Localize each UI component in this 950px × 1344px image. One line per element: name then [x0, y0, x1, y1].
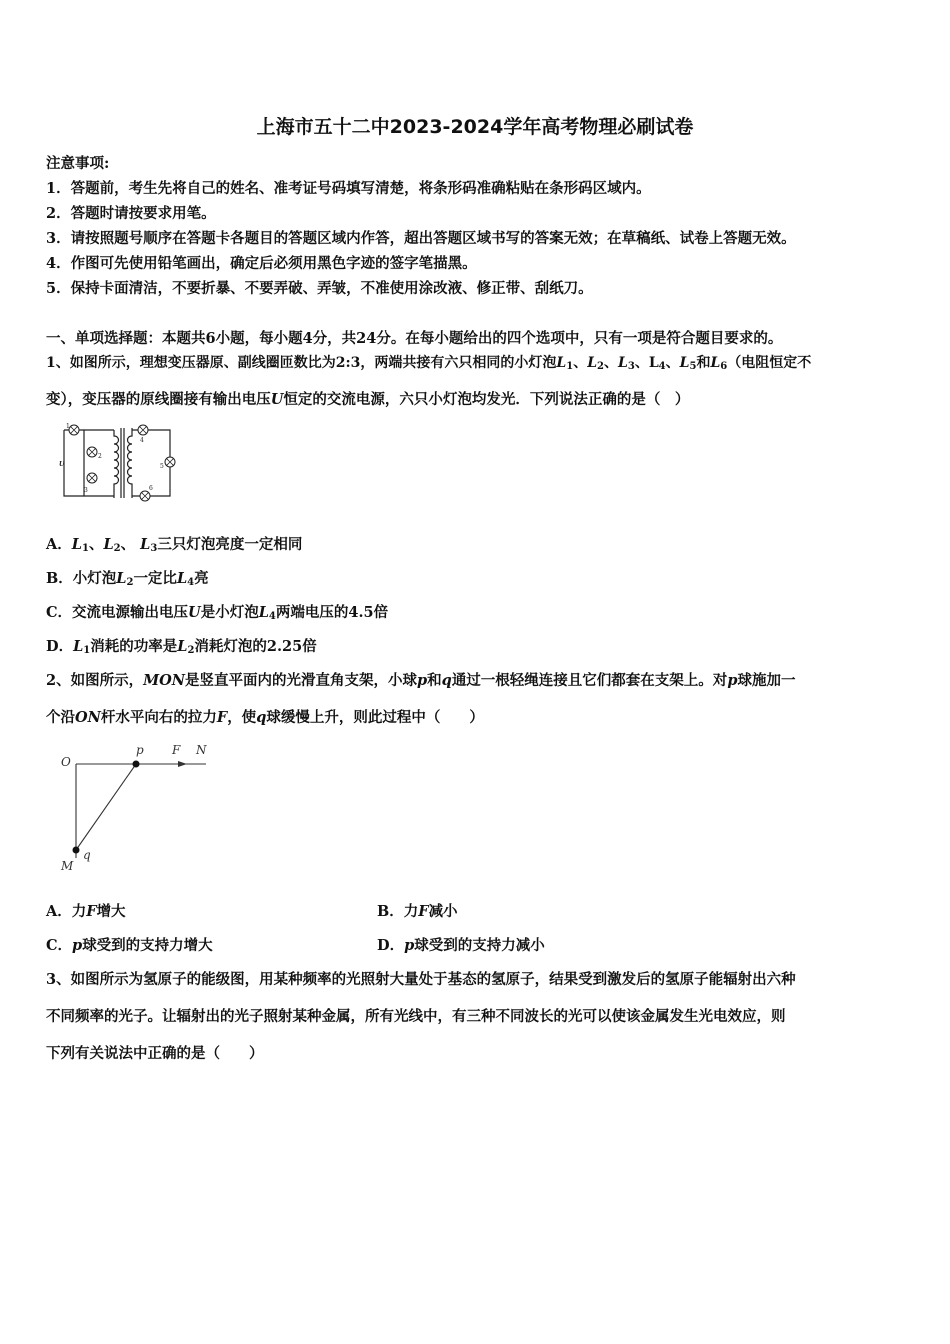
label-M: M — [61, 859, 74, 873]
q1-stem-line1: 1、如图所示，理想变压器原、副线圈匝数比为2:3，两端共接有六只相同的小灯泡$L_1$、$L_2$、$L_3$、$L_4$、$L_5$和$L_6$（电阻恒定不 — [46, 355, 812, 372]
ball-p — [133, 761, 140, 768]
label-O: O — [61, 755, 71, 769]
section-heading: 一、单项选择题：本题共6小题，每小题4分，共24分。在每小题给出的四个选项中，只有一项是符合题目要求的。 — [46, 330, 783, 347]
q1-option-d: D．$L_1$消耗的功率是$L_2$消耗灯泡的2.25倍 — [46, 638, 317, 656]
label-5: 5 — [160, 463, 164, 470]
label-p: p — [136, 743, 144, 757]
q1-option-a: A．$L_1$、$L_2$、 $L_3$三只灯泡亮度一定相同 — [46, 536, 303, 554]
q3-stem-line1: 3、如图所示为氢原子的能级图，用某种频率的光照射大量处于基态的氢原子，结果受到激发后的氢原子能辐射出六种 — [46, 971, 796, 988]
notice-item: 2．答题时请按要求用笔。 — [46, 205, 216, 222]
page-title: 上海市五十二中2023-2024学年高考物理必刷试卷 — [256, 116, 694, 138]
label-1: 1 — [66, 423, 70, 430]
q1-option-c: C．交流电源输出电压U是小灯泡$L_4$两端电压的4.5倍 — [46, 604, 389, 622]
label-3: 3 — [84, 487, 88, 494]
label-2: 2 — [98, 453, 102, 460]
transformer-circuit-figure — [54, 422, 180, 504]
q3-stem-line3: 下列有关说法中正确的是（ ） — [46, 1045, 264, 1062]
ball-q — [73, 847, 80, 854]
q2-stem-line2: 个沿ON杆水平向右的拉力F，使q球缓慢上升，则此过程中（ ） — [46, 709, 484, 726]
q2-option-b: B．力F减小 — [377, 903, 458, 920]
q2-option-a: A．力F增大 — [46, 903, 126, 920]
label-4: 4 — [140, 437, 144, 444]
notice-heading: 注意事项: — [46, 155, 110, 172]
q1-option-b: B．小灯泡$L_2$一定比$L_4$亮 — [46, 570, 209, 588]
label-U: U — [59, 461, 65, 468]
label-F: F — [172, 743, 181, 757]
label-6: 6 — [149, 485, 153, 492]
q2-option-d: D．p球受到的支持力减小 — [377, 937, 545, 954]
notice-item: 5．保持卡面清洁，不要折暴、不要弄破、弄皱，不准使用涂改液、修正带、刮纸刀。 — [46, 280, 593, 297]
q3-stem-line2: 不同频率的光子。让辐射出的光子照射某种金属，所有光线中，有三种不同波长的光可以使该金属发生光电效应，则 — [46, 1008, 786, 1025]
label-N: N — [196, 743, 207, 757]
notice-item: 1．答题前，考生先将自己的姓名、准考证号码填写清楚，将条形码准确粘贴在条形码区域内。 — [46, 180, 651, 197]
notice-item: 4．作图可先使用铅笔画出，确定后必须用黑色字迹的签字笔描黑。 — [46, 255, 477, 272]
label-q: q — [83, 848, 91, 862]
q1-stem-line2: 变），变压器的原线圈接有输出电压U恒定的交流电源，六只小灯泡均发光．下列说法正确的是（ ） — [46, 391, 690, 408]
q2-stem-line1: 2、如图所示，MON是竖直平面内的光滑直角支架，小球p和q通过一根轻绳连接且它们都套在支架上。对p球施加一 — [46, 672, 796, 689]
q2-option-c: C．p球受到的支持力增大 — [46, 937, 213, 954]
right-angle-frame-figure — [56, 740, 216, 876]
notice-item: 3．请按照题号顺序在答题卡各题目的答题区域内作答，超出答题区域书写的答案无效；在草稿纸、试卷上答题无效。 — [46, 230, 796, 247]
